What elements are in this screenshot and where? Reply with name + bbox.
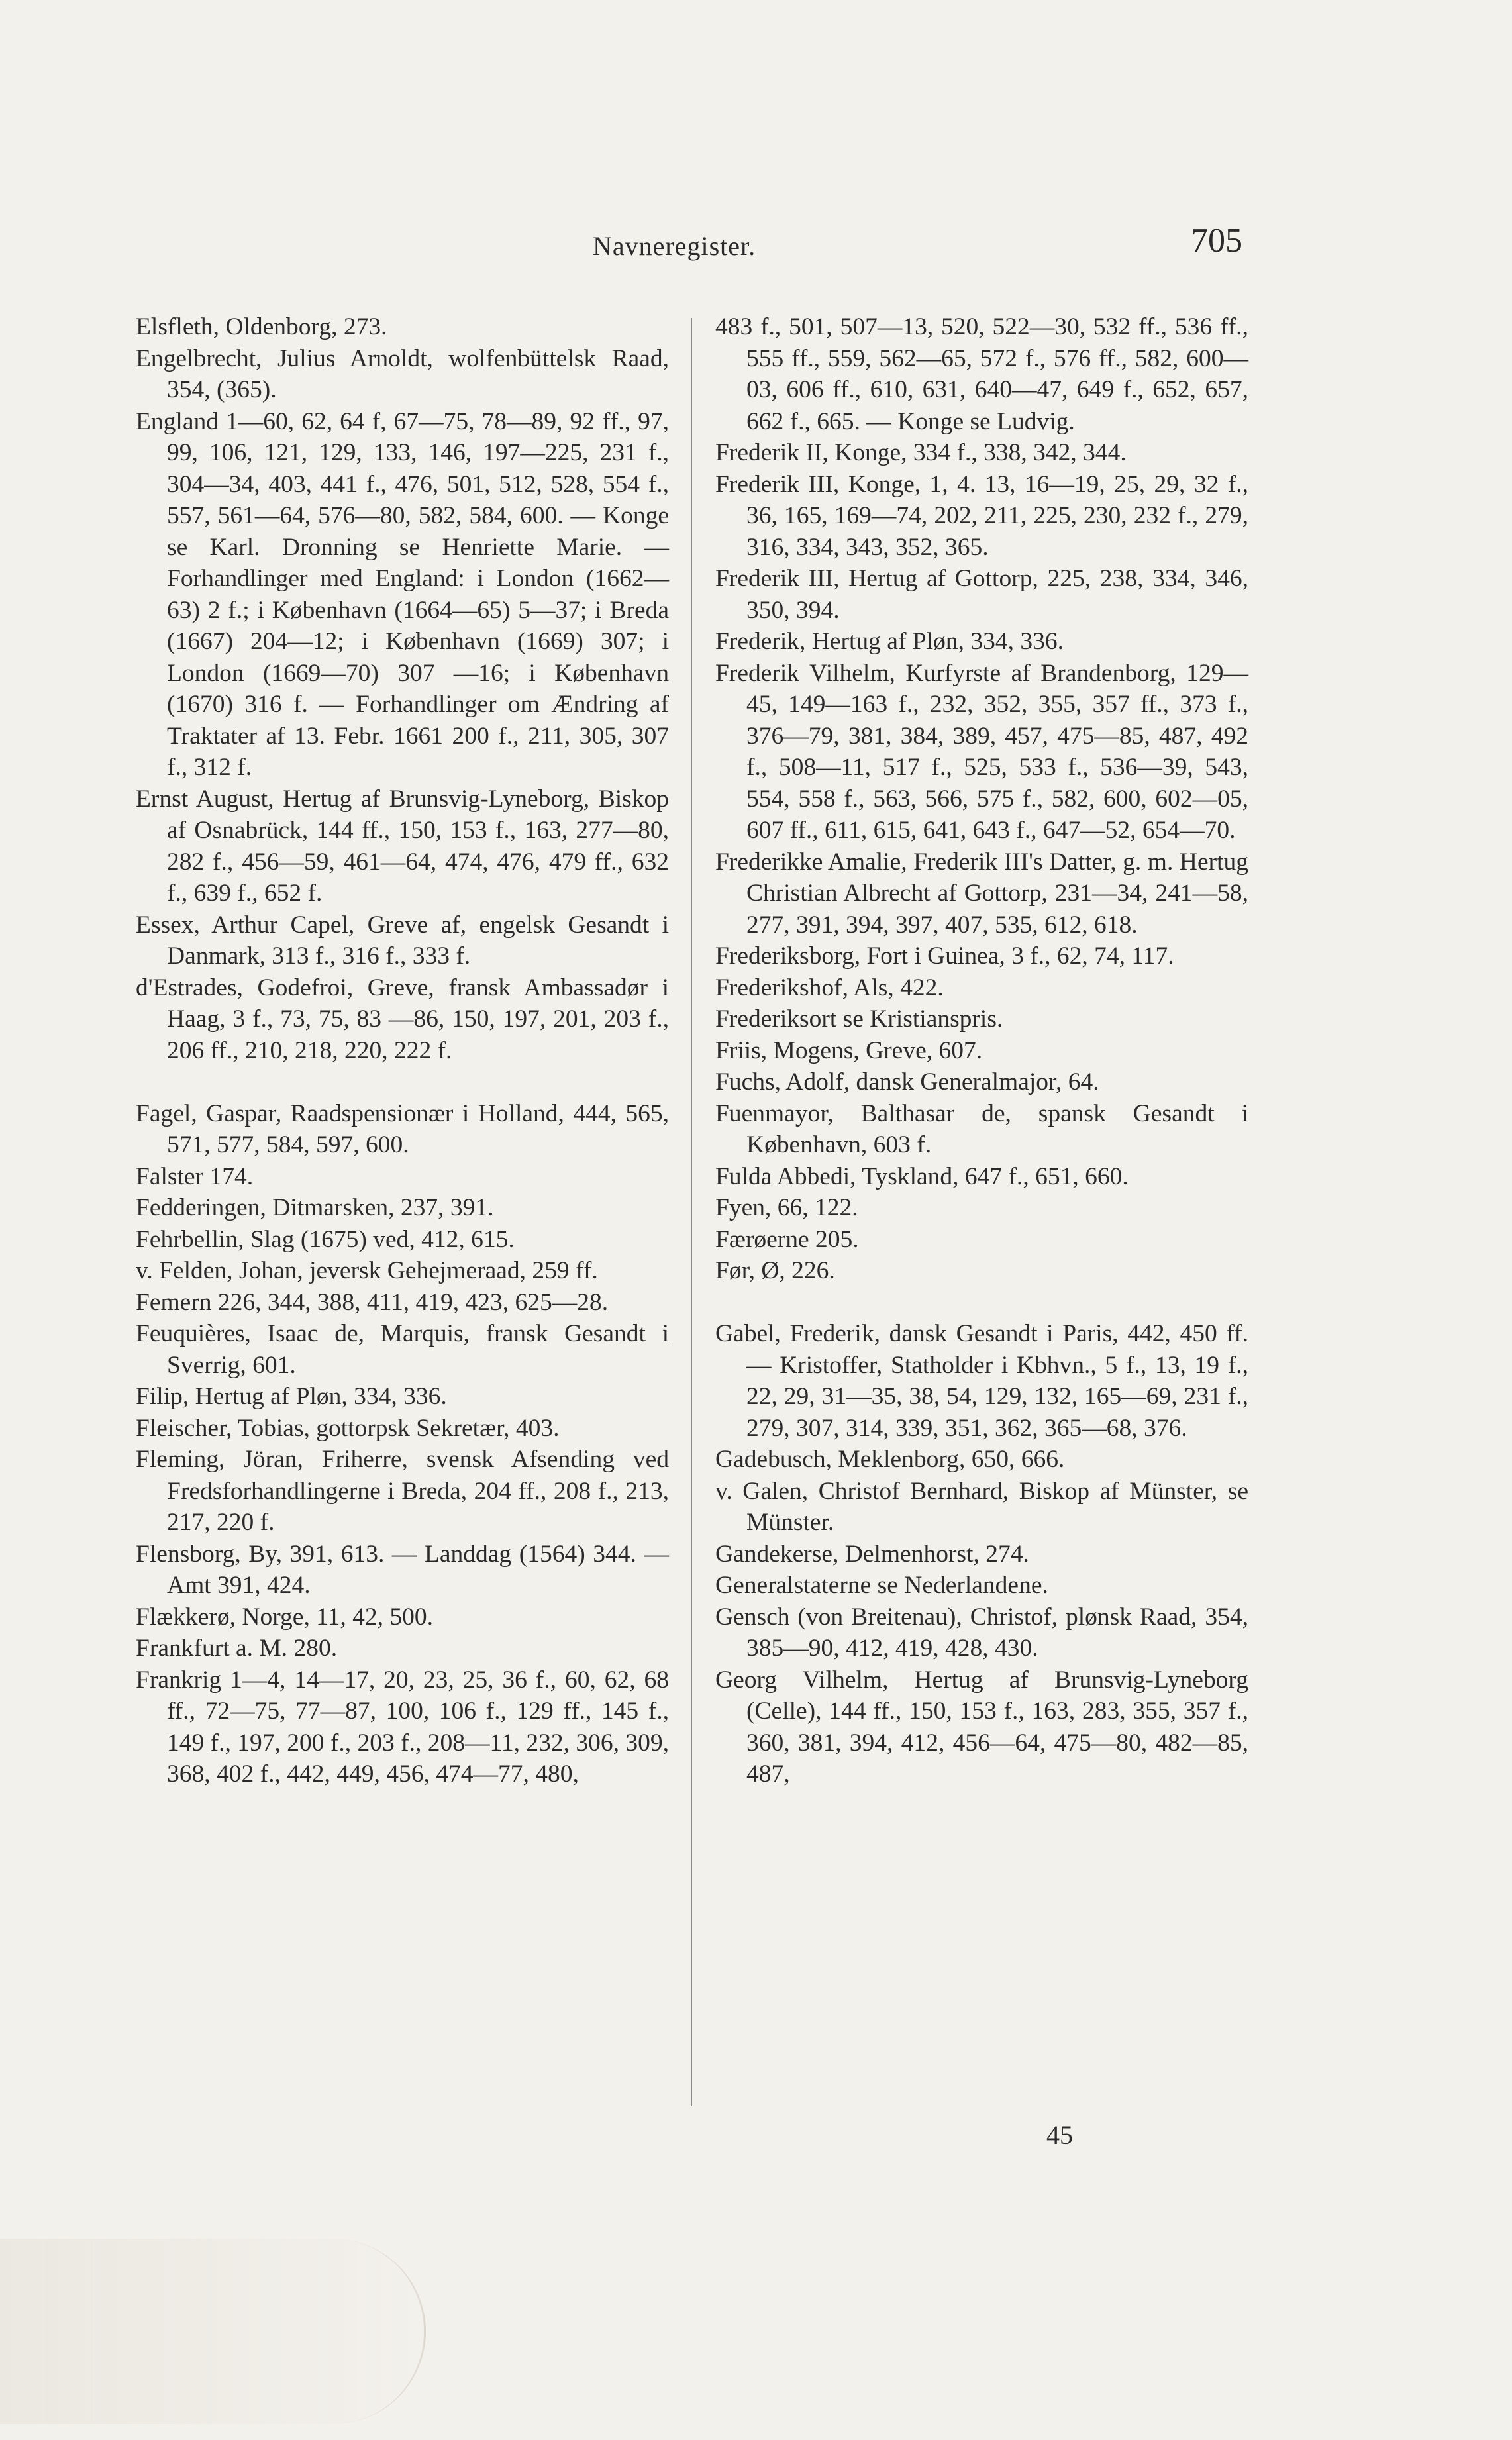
index-entry: Fuchs, Adolf, dansk Generalmajor, 64. — [715, 1068, 1099, 1095]
index-entry: Elsfleth, Oldenborg, 273. — [136, 313, 387, 340]
index-entry: Frankfurt a. M. 280. — [136, 1635, 338, 1662]
right-column — [715, 311, 1248, 1790]
index-entry: Frederik, Hertug af Pløn, 334, 336. — [715, 628, 1064, 655]
index-entry: Flækkerø, Norge, 11, 42, 500. — [136, 1603, 433, 1631]
page-number: 705 — [1191, 222, 1242, 260]
index-entry: Gabel, Frederik, dansk Gesandt i Paris, 442, 450 ff. — Kristoffer, Statholder i Kbhvn., 5 f., 13, 19 f., 22, 29, 31—35, 38, 54, 129, 132, 165—69, 231 f., 279, 307, 314, 339, 351, 362, 365—68, 376. — [715, 1320, 1248, 1442]
page-header — [0, 219, 1512, 272]
index-entry: 483 f., 501, 507—13, 520, 522—30, 532 ff., 536 ff., 555 ff., 559, 562—65, 572 f., 576 ff., 582, 600—03, 606 ff., 610, 631, 640—47, 649 f., 652, 657, 662 f., 665. — Konge se Ludvig. — [715, 313, 1248, 435]
signature-mark: 45 — [1046, 2120, 1073, 2150]
index-entry: Friis, Mogens, Greve, 607. — [715, 1037, 983, 1064]
index-entry: Filip, Hertug af Pløn, 334, 336. — [136, 1383, 447, 1410]
index-entry: Generalstaterne se Nederlandene. — [715, 1572, 1048, 1599]
index-entry: Gensch (von Breitenau), Christof, plønsk Raad, 354, 385—90, 412, 419, 428, 430. — [715, 1603, 1248, 1662]
index-entry: Frederiksborg, Fort i Guinea, 3 f., 62, 74, 117. — [715, 942, 1174, 970]
index-entry: Georg Vilhelm, Hertug af Brunsvig-Lyneborg (Celle), 144 ff., 150, 153 f., 163, 283, 355, 357 f., 360, 381, 394, 412, 456—64, 475—80, 482—85, 487, — [715, 1666, 1248, 1788]
index-entry: Feuquières, Isaac de, Marquis, fransk Gesandt i Sverrig, 601. — [136, 1320, 669, 1379]
page-edge-shadow — [0, 2239, 426, 2424]
index-entry: Fuenmayor, Balthasar de, spansk Gesandt i København, 603 f. — [715, 1099, 1248, 1158]
index-entry: Falster 174. — [136, 1162, 254, 1190]
index-entry: Færøerne 205. — [715, 1225, 859, 1253]
index-entry: England 1—60, 62, 64 f, 67—75, 78—89, 92 ff., 97, 99, 106, 121, 129, 133, 146, 197—225, 231 f., 304—34, 403, 441 f., 476, 501, 512, 528, 554 f., 557, 561—64, 576—80, 582, 584, 600. — Konge se Karl. Dronning se Henriette Marie. — Forhandlinger med England: i London (1662—63) 2 f.; i København (1664—65) 5—37; i Breda (1667) 204—12; i København (1669) 307; i London (1669—70) 307 —16; i København (1670) 316 f. — Forhandlinger om Ændring af Traktater af 13. Febr. 1661 200 f., 211, 305, 307 f., 312 f. — [136, 407, 669, 781]
index-entry: Fedderingen, Ditmarsken, 237, 391. — [136, 1194, 494, 1221]
index-entry: Frederik III, Konge, 1, 4. 13, 16—19, 25, 29, 32 f., 36, 165, 169—74, 202, 211, 225, 230, 232 f., 279, 316, 334, 343, 352, 365. — [715, 470, 1248, 561]
index-entry: Flensborg, By, 391, 613. — Landdag (1564) 344. — Amt 391, 424. — [136, 1540, 669, 1599]
index-entry: Fehrbellin, Slag (1675) ved, 412, 615. — [136, 1225, 515, 1253]
left-column — [136, 311, 669, 1790]
column-divider — [691, 318, 692, 2106]
index-entry: Fulda Abbedi, Tyskland, 647 f., 651, 660. — [715, 1162, 1129, 1190]
index-entry: Ernst August, Hertug af Brunsvig-Lyneborg, Biskop af Osnabrück, 144 ff., 150, 153 f., 163, 277—80, 282 f., 456—59, 461—64, 474, 476, 479 ff., 632 f., 639 f., 652 f. — [136, 785, 669, 907]
index-entry: Gadebusch, Meklenborg, 650, 666. — [715, 1446, 1065, 1473]
index-entry: Før, Ø, 226. — [715, 1257, 835, 1284]
index-entry: Frederiksort se Kristianspris. — [715, 1005, 1003, 1033]
index-entry: Frederikke Amalie, Frederik III's Datter, g. m. Hertug Christian Albrecht af Gottorp, 231—34, 241—58, 277, 391, 394, 397, 407, 535, 612, 618. — [715, 848, 1248, 939]
section-gap — [715, 1287, 1248, 1319]
index-entry: Gandekerse, Delmenhorst, 274. — [715, 1540, 1029, 1568]
index-entry: Fyen, 66, 122. — [715, 1194, 858, 1221]
index-entry: Fagel, Gaspar, Raadspensionær i Holland, 444, 565, 571, 577, 584, 597, 600. — [136, 1099, 669, 1158]
index-entry: Frederik II, Konge, 334 f., 338, 342, 344. — [715, 439, 1127, 466]
index-entry: Frederik III, Hertug af Gottorp, 225, 238, 334, 346, 350, 394. — [715, 565, 1248, 624]
index-entry: Frankrig 1—4, 14—17, 20, 23, 25, 36 f., 60, 62, 68 ff., 72—75, 77—87, 100, 106 f., 129 ff., 145 f., 149 f., 197, 200 f., 203 f., 208—11, 232, 306, 309, 368, 402 f., 442, 449, 456, 474—77, 480, — [136, 1666, 669, 1788]
index-entry: Frederikshof, Als, 422. — [715, 974, 944, 1001]
index-entry: Frederik Vilhelm, Kurfyrste af Brandenborg, 129—45, 149—163 f., 232, 352, 355, 357 ff., 373 f., 376—79, 381, 384, 389, 457, 475—85, 487, 492 f., 508—11, 517 f., 525, 533 f., 536—39, 543, 554, 558 f., 563, 566, 575 f., 582, 600, 602—05, 607 ff., 611, 615, 641, 643 f., 647—52, 654—70. — [715, 659, 1248, 844]
section-gap — [136, 1066, 669, 1098]
index-entry: v. Felden, Johan, jeversk Gehejmeraad, 259 ff. — [136, 1257, 598, 1284]
index-entry: Essex, Arthur Capel, Greve af, engelsk Gesandt i Danmark, 313 f., 316 f., 333 f. — [136, 911, 669, 970]
index-entry: v. Galen, Christof Bernhard, Biskop af Münster, se Münster. — [715, 1477, 1248, 1536]
index-entry: Femern 226, 344, 388, 411, 419, 423, 625—28. — [136, 1288, 609, 1316]
page-title: Navneregister. — [593, 231, 756, 261]
index-entry: d'Estrades, Godefroi, Greve, fransk Ambassadør i Haag, 3 f., 73, 75, 83 —86, 150, 197, 201, 203 f., 206 ff., 210, 218, 220, 222 f. — [136, 974, 669, 1064]
index-entry: Fleming, Jöran, Friherre, svensk Afsending ved Fredsforhandlingerne i Breda, 204 ff., 208 f., 213, 217, 220 f. — [136, 1446, 669, 1536]
index-entry: Fleischer, Tobias, gottorpsk Sekretær, 403. — [136, 1414, 560, 1442]
index-entry: Engelbrecht, Julius Arnoldt, wolfenbüttelsk Raad, 354, (365). — [136, 344, 669, 403]
